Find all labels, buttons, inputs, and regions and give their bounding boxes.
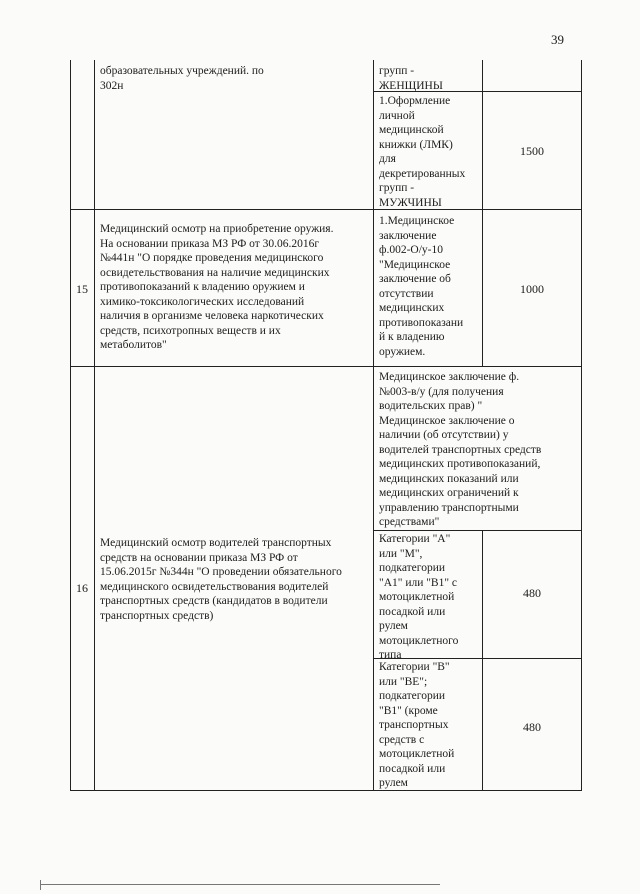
table-divider-desc: [373, 60, 374, 791]
row-description: Медицинский осмотр на приобретение оружия. На основании приказа МЗ РФ от 30.06.2016г №441н "О порядке проведения медицинского освидетельствования на наличие медицинских противопоказаний к владению оружием и химико-токсикологических исследований наличия в организме человека наркотических средств, психотропных веществ и их метаболитов": [100, 223, 334, 351]
table-divider-num: [94, 60, 95, 791]
page-number: 39: [551, 32, 564, 47]
row-divider: [70, 366, 582, 367]
service-item: Категории "А" или "М", подкатегории "А1" или "В1" с мотоциклетной посадкой или рулем мотоциклетного типа: [379, 533, 459, 661]
table-divider-price: [482, 60, 483, 91]
row-number: 16: [76, 581, 88, 595]
service-item: групп - ЖЕНЩИНЫ: [379, 65, 443, 92]
table-border-bottom: [70, 790, 582, 791]
table-border-left: [70, 60, 71, 791]
service-item: 1.Оформление личной медицинской книжки (ЛМК) для декретированных групп - МУЖЧИНЫ: [379, 95, 466, 209]
price-value: 480: [523, 586, 541, 600]
row-description: Медицинский осмотр водителей транспортных средств на основании приказа МЗ РФ от 15.06.2015г №344н "О проведении обязательного медицинского освидетельствования водителей транспортных средств (кандидатов в водители транспортных средств): [100, 537, 342, 622]
certificate-header: Медицинское заключение ф. №003-в/у (для получения водительских прав) " Медицинское заключение о наличии (об отсутствии) у водителей транспортных средств медицинских противопоказаний, медицинских показаний или медицинских ограничений к управлению транспортными средствами": [379, 371, 542, 528]
row-number: 15: [76, 282, 88, 296]
price-table: [70, 60, 582, 791]
table-border-right: [581, 60, 582, 791]
table-divider-price: [482, 209, 483, 366]
row-divider: [70, 209, 582, 210]
price-value: 1000: [520, 282, 544, 296]
price-value: 1500: [520, 144, 544, 158]
service-item: 1.Медицинское заключение ф.002-О/у-10 "Медицинское заключение об отсутствии медицинских противопоказани й к владению оружием.: [379, 215, 464, 358]
row-divider: [373, 530, 581, 531]
scan-artifact-tick: [40, 880, 41, 890]
scan-artifact-line: [40, 884, 440, 885]
service-item: Категории "В" или "ВЕ"; подкатегории "В1" (кроме транспортных средств с мотоциклетной посадкой или рулем: [379, 661, 455, 789]
table-divider-price: [482, 91, 483, 209]
table-divider-price: [482, 530, 483, 791]
row-description: образовательных учреждений. по 302н: [100, 65, 264, 92]
price-value: 480: [523, 720, 541, 734]
